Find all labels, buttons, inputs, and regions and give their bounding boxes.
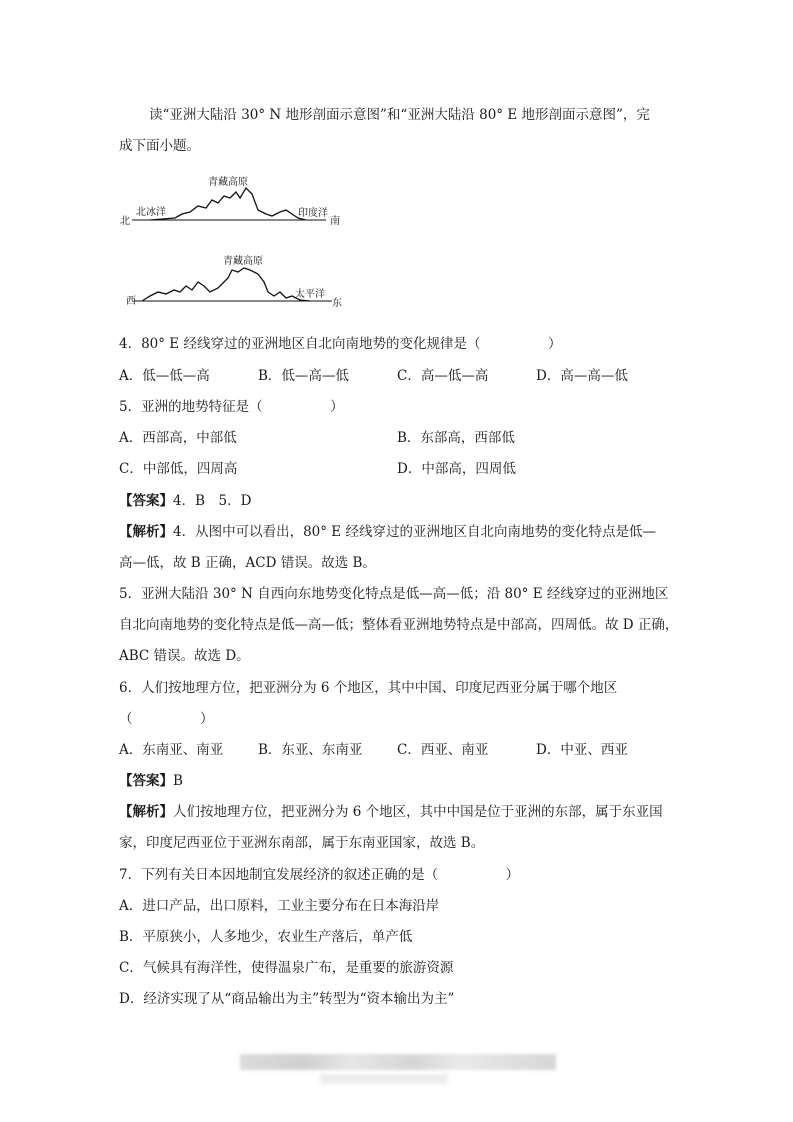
q6-option-d: D．中亚、西亚 — [536, 742, 628, 758]
profile-figure-1 — [120, 170, 350, 230]
q4-option-b: B．低—高—低 — [258, 368, 349, 384]
analysis-line-5: ABC 错误。故选 D。 — [119, 648, 250, 664]
footer-watermark — [240, 1054, 556, 1070]
profile-figure-2 — [120, 252, 350, 312]
analysis-tag: 【解析】 — [119, 804, 173, 820]
q4-option-c: C．高—低—高 — [397, 368, 489, 384]
footer-watermark-sub — [320, 1074, 448, 1084]
fig1-sea-left: 北冰洋 — [136, 207, 166, 218]
q6-paren: （ ） — [119, 711, 214, 727]
answer-text: B — [173, 773, 183, 789]
q5-option-b: B．东部高，西部低 — [397, 430, 515, 446]
answer-tag: 【答案】 — [119, 493, 173, 509]
q5-stem: 5．亚洲的地势特征是（ ） — [119, 399, 344, 415]
analysis-line-4: 自北向南地势的变化特点是低—高—低；整体看亚洲地势特点是中部高，四周低。故 D 正确， — [119, 617, 679, 633]
analysis-line-2: 高—低，故 B 正确，ACD 错误。故选 B。 — [119, 555, 376, 571]
q5-option-d: D．中部高，四周低 — [397, 461, 516, 477]
fig2-peak: 青藏高原 — [223, 256, 263, 267]
q5-option-c: C．中部低，四周高 — [119, 461, 238, 477]
analysis-line-3: 5．亚洲大陆沿 30° N 自西向东地势变化特点是低—高—低；沿 80° E 经线穿过的亚洲地区 — [119, 586, 669, 602]
fig1-right-label: 南 — [330, 216, 340, 227]
q7-stem: 7．下列有关日本因地制宜发展经济的叙述正确的是（ ） — [119, 867, 520, 883]
q7-option-a: A．进口产品，出口原料，工业主要分布在日本海沿岸 — [119, 898, 440, 914]
answer-text: 4．B 5．D — [173, 493, 252, 509]
analysis-line-1 — [119, 520, 656, 540]
q6-option-c: C．西亚、南亚 — [397, 742, 489, 758]
answer-block-1 — [119, 489, 251, 509]
analysis-text: 人们按地理方位，把亚洲分为 6 个地区，其中中国是位于亚洲的东部，属于东亚国 — [173, 804, 663, 820]
q6-stem: 6．人们按地理方位，把亚洲分为 6 个地区，其中中国、印度尼西亚分属于哪个地区 — [119, 680, 618, 696]
analysis-text: 4．从图中可以看出，80° E 经线穿过的亚洲地区自北向南地势的变化特点是低— — [173, 524, 656, 540]
q7-option-c: C．气候具有海洋性，使得温泉广布，是重要的旅游资源 — [119, 960, 454, 976]
answer-tag: 【答案】 — [119, 773, 173, 789]
q6-option-a: A．东南亚、南亚 — [119, 742, 224, 758]
intro-line-2: 成下面小题。 — [119, 138, 200, 154]
fig2-sea-right: 太平洋 — [295, 289, 325, 300]
fig1-sea-right: 印度洋 — [298, 208, 328, 219]
fig2-right-label: 东 — [332, 298, 342, 309]
analysis-line-6 — [119, 800, 663, 820]
q4-stem: 4．80° E 经线穿过的亚洲地区自北向南地势的变化规律是（ ） — [119, 336, 562, 352]
q5-option-a: A．西部高，中部低 — [119, 430, 237, 446]
q4-option-d: D．高—高—低 — [536, 368, 628, 384]
q7-option-d: D．经济实现了从“商品输出为主”转型为“资本输出为主” — [119, 991, 455, 1007]
answer-block-2 — [119, 769, 183, 789]
analysis-line-7: 家，印度尼西亚位于亚洲东南部，属于东南亚国家，故选 B。 — [119, 835, 485, 851]
fig2-left-label: 西 — [126, 296, 136, 307]
intro-line-1: 读“亚洲大陆沿 30° N 地形剖面示意图”和“亚洲大陆沿 80° E 地形剖面示意图”，完 — [149, 107, 650, 123]
analysis-tag: 【解析】 — [119, 524, 173, 540]
q4-option-a: A．低—低—高 — [119, 368, 210, 384]
fig1-left-label: 北 — [120, 216, 130, 227]
fig1-peak: 青藏高原 — [208, 177, 248, 188]
q7-option-b: B．平原狭小，人多地少，农业生产落后，单产低 — [119, 929, 413, 945]
q6-option-b: B．东亚、东南亚 — [258, 742, 363, 758]
